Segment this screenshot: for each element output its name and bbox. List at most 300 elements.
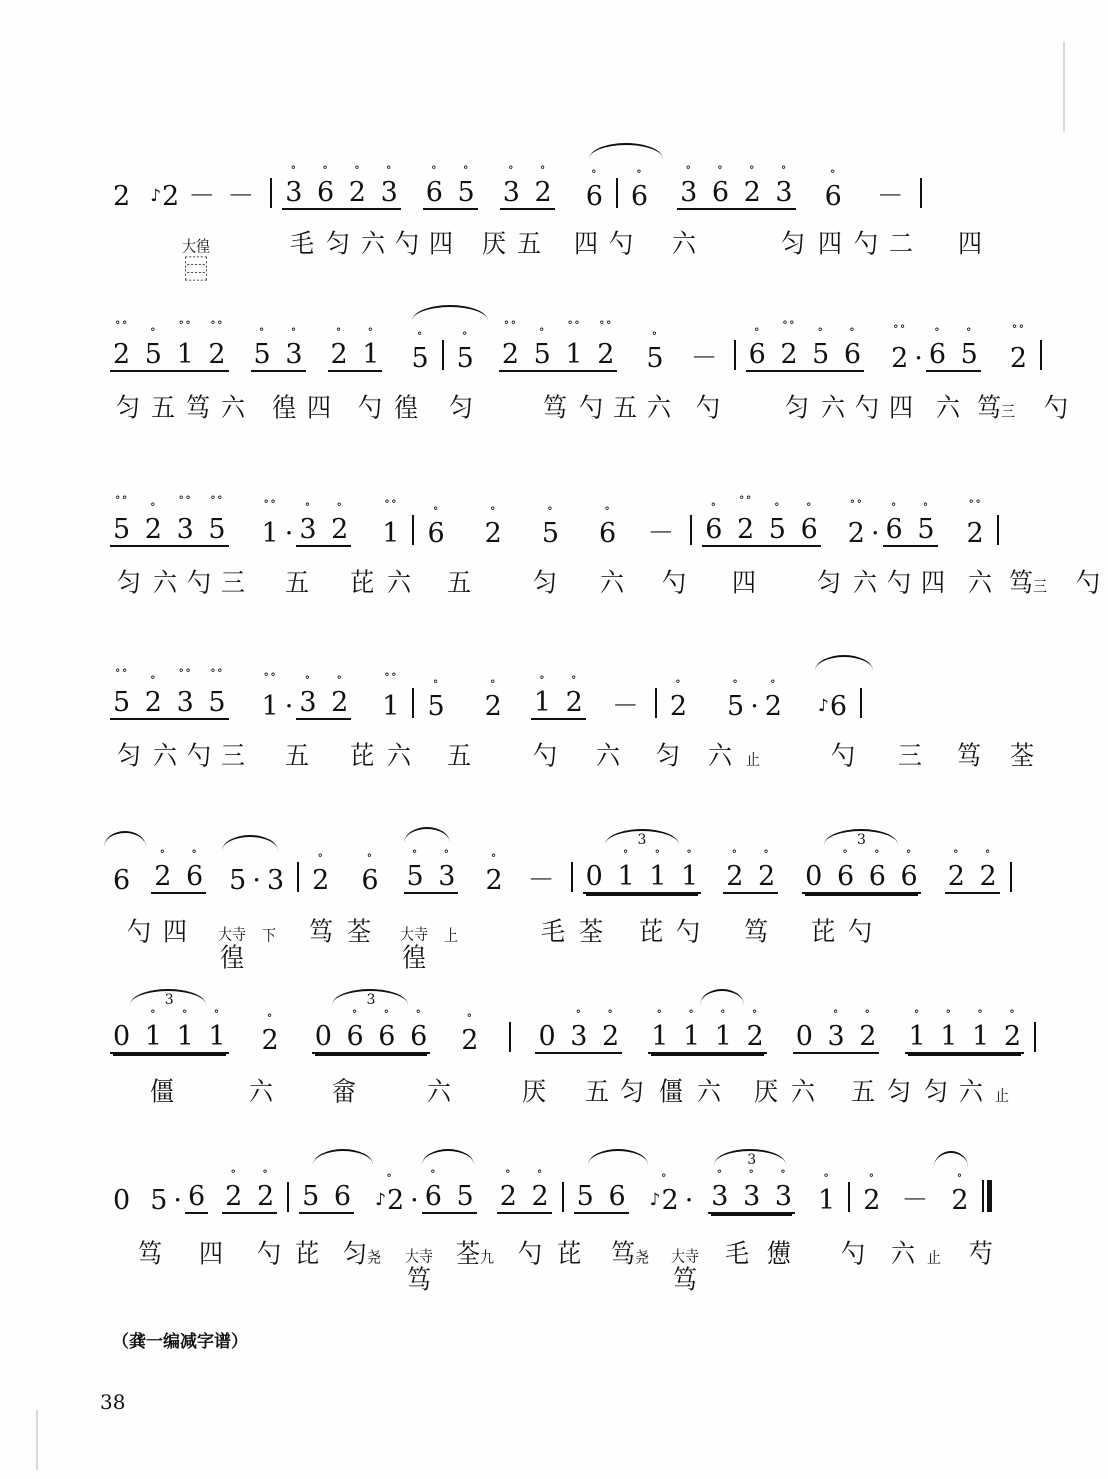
octave-dot: ∘: [538, 322, 546, 336]
note-dash: －: [901, 1185, 929, 1216]
slur: [605, 829, 679, 845]
note: ∘ 5: [643, 345, 666, 372]
octave-dot: ∘: [432, 674, 440, 688]
triplet-number: 3: [637, 832, 647, 848]
system-6: [110, 992, 1046, 1108]
note: ∘ 3: [500, 179, 523, 206]
octave-dot: ∘: [748, 1164, 756, 1178]
tab-glyph: 徨: [394, 392, 418, 424]
note: ∘∘ 2: [205, 341, 228, 368]
note: ∘ 6: [344, 1023, 367, 1050]
tab-glyph: 匀: [449, 392, 473, 424]
tab-glyph: 六: [853, 567, 877, 599]
tab-glyph: 匀: [887, 1076, 911, 1108]
octave-dot: ∘: [430, 160, 438, 174]
note: ∘ 6: [596, 520, 619, 547]
tab-glyph: 四: [574, 228, 598, 260]
note: ∘ 2: [142, 689, 165, 716]
tab-glyph: 畲: [332, 1076, 356, 1108]
note: 0: [314, 1021, 332, 1052]
tab-glyph: 大寺 笃: [405, 1248, 433, 1296]
barline: [412, 515, 414, 545]
tab-glyph: 四: [921, 567, 945, 599]
beam-group: [328, 322, 383, 372]
note: ∘ 2: [328, 516, 351, 543]
note: ∘ 2: [458, 1027, 481, 1054]
tab-glyph: 二: [889, 228, 913, 260]
octave-dot: ∘: [149, 497, 157, 511]
tab-glyph: 下: [262, 927, 276, 945]
beam-group: [648, 1004, 767, 1054]
note: ∘ 2: [860, 1187, 883, 1214]
tab-glyph: 四: [429, 228, 453, 260]
tab-glyph: 三: [221, 740, 245, 772]
note: ∘∘ 5: [110, 516, 133, 543]
note: ∘ 2: [482, 520, 505, 547]
barline: [297, 862, 299, 892]
note: ∘ 3: [378, 179, 401, 206]
beam-group: [299, 1183, 354, 1214]
tab-glyph: 六: [596, 740, 620, 772]
note: ∘ 5: [408, 345, 431, 372]
octave-dot: ∘: [317, 848, 325, 862]
note: ∘ 6: [424, 520, 447, 547]
note-dash: －: [647, 518, 675, 549]
octave-dot: ∘: [817, 322, 825, 336]
note: ∘ 1: [937, 1023, 960, 1050]
tab-glyph: 六: [221, 392, 245, 424]
octave-dot: ∘: [191, 844, 198, 858]
barline: [562, 1182, 564, 1212]
tab-glyph: 勺: [257, 1238, 281, 1270]
octave-dot: ∘: [753, 322, 761, 336]
octave-dot: ∘: [149, 670, 157, 684]
note: 0: [795, 1021, 813, 1052]
tab-glyph: 芘: [811, 916, 835, 948]
octave-dot: ∘: [411, 844, 419, 858]
tab-glyph: 五: [285, 740, 309, 772]
note: ∘ 3: [825, 1023, 848, 1050]
tab-glyph: 大寺 徨: [218, 926, 246, 974]
tab-glyph: 徨: [272, 392, 296, 424]
octave-dots: ∘∘: [263, 667, 277, 681]
note: ∘ 2: [346, 179, 369, 206]
note: ∘ 3: [296, 689, 319, 716]
dotted-rhythm-dot: ·: [284, 518, 294, 549]
slur: [412, 305, 488, 321]
system-6-tablature: [140, 1076, 1046, 1108]
note: ∘ 6: [583, 183, 606, 210]
note: 6: [333, 1181, 352, 1212]
octave-dots: ∘∘: [782, 315, 796, 329]
note: ∘ 5: [404, 863, 427, 890]
tab-glyph: 五: [447, 567, 471, 599]
tab-glyph: 毛: [541, 916, 565, 948]
beam-group: [282, 160, 401, 210]
note-dash: －: [527, 865, 555, 896]
octave-dot: ∘: [984, 844, 992, 858]
beam-group: [535, 1004, 622, 1054]
system-5-tablature: [120, 916, 1022, 974]
tab-glyph: 僵: [659, 1076, 683, 1108]
octave-dot: ∘: [977, 1004, 985, 1018]
system-1: [110, 160, 988, 286]
page-edge-mark-bottom: [36, 1410, 38, 1470]
note: ∘ 2: [142, 516, 165, 543]
tab-glyph: 荃: [1010, 740, 1034, 772]
barline: [571, 862, 573, 892]
note: ∘ 1: [359, 341, 382, 368]
note: ∘∘ 2: [1007, 345, 1030, 372]
note-grace: ♪6: [815, 693, 850, 720]
octave-dots: ∘∘: [738, 490, 753, 504]
note: ∘ 3: [772, 1183, 795, 1210]
note: ∘ 6: [709, 179, 732, 206]
note: ∘ 6: [746, 341, 769, 368]
note: 5: [456, 1181, 474, 1212]
note: ∘ 5: [531, 341, 554, 368]
tab-glyph: 五: [851, 1076, 875, 1108]
triplet-number: 3: [747, 1152, 757, 1168]
note: ∘ 6: [883, 516, 906, 543]
tab-glyph: 厌: [754, 1076, 778, 1108]
tab-glyph: 笃: [543, 392, 567, 424]
note: ∘ 1: [969, 1023, 992, 1050]
note: ∘ 2: [762, 693, 785, 720]
octave-dot: ∘: [290, 322, 298, 336]
barline: [848, 1182, 850, 1212]
note: ∘ 2: [563, 689, 586, 716]
system-6-jianpu: [110, 992, 1046, 1056]
tab-glyph: 六: [249, 1076, 273, 1108]
tab-glyph: 笃: [186, 392, 210, 424]
note: ∘∘ 3: [174, 689, 197, 716]
note: ∘∘ 2: [594, 341, 617, 368]
note: ∘∘ 1: [562, 341, 585, 368]
page-number: 38: [100, 1390, 126, 1414]
system-2: [110, 315, 1074, 424]
note: ∘ 1: [531, 689, 554, 716]
note: ∘ 2: [328, 341, 351, 368]
tab-glyph: 匀: [924, 1076, 948, 1108]
note-grace: ♪2: [150, 181, 180, 212]
slur: [404, 827, 450, 843]
barline: [412, 688, 414, 718]
octave-dot: ∘: [890, 497, 898, 511]
note: ∘∘ 1: [174, 341, 197, 368]
note: ∘ 6: [926, 341, 949, 368]
note: ∘ 1: [678, 863, 701, 890]
note: 0: [538, 1021, 556, 1052]
octave-dots: ∘∘: [383, 667, 398, 681]
octave-dot: ∘: [607, 1004, 615, 1018]
tab-glyph: 勺: [579, 392, 603, 424]
note: ∘ 2: [222, 1183, 245, 1210]
note: ∘∘ 2: [964, 520, 987, 547]
octave-dots: ∘∘: [1011, 319, 1026, 333]
note: ∘ 6: [422, 1183, 445, 1210]
barline: [442, 340, 444, 370]
tab-glyph: 芘: [350, 567, 374, 599]
octave-dot: ∘: [956, 1168, 964, 1182]
slur: [588, 1149, 648, 1165]
note: ∘ 2: [482, 693, 505, 720]
octave-dot: ∘: [651, 326, 659, 340]
tab-glyph: 笃三: [977, 392, 1015, 424]
note: 6: [608, 1181, 626, 1212]
octave-dot: ∘: [336, 670, 344, 684]
note-dash: －: [690, 343, 718, 374]
note: 2: [113, 181, 131, 212]
dotted-rhythm-dot: ·: [173, 1185, 182, 1216]
octave-dot: ∘: [1008, 1004, 1016, 1018]
note: ∘ 1: [648, 1023, 671, 1050]
tab-glyph: 六: [672, 228, 696, 260]
barline: [1034, 1022, 1036, 1052]
tab-glyph: 芘: [557, 1238, 581, 1270]
octave-dot: ∘: [536, 1164, 544, 1178]
note: ∘ 5: [142, 341, 165, 368]
octave-dot: ∘: [290, 160, 298, 174]
beam-group: [499, 315, 618, 372]
tab-glyph: 匀: [785, 392, 809, 424]
note: ∘ 6: [375, 1023, 398, 1050]
tab-glyph: 芘: [295, 1238, 319, 1270]
note: ∘ 5: [724, 693, 747, 720]
octave-dot: ∘: [181, 1004, 189, 1018]
tab-glyph: 笃尧: [611, 1238, 649, 1270]
octave-dot: ∘: [636, 164, 643, 178]
tab-glyph: 荃: [347, 916, 371, 948]
tab-glyph: 六: [361, 228, 385, 260]
tab-glyph: 六: [968, 567, 992, 599]
final-barline: [982, 1180, 992, 1212]
tab-glyph: 止: [927, 1249, 941, 1267]
slur: [589, 143, 663, 159]
tab-glyph: 六: [600, 567, 624, 599]
tab-glyph: 六: [791, 1076, 815, 1108]
note: ∘∘ 2: [734, 516, 757, 543]
note: ∘ 6: [702, 516, 725, 543]
note-dash: －: [227, 181, 255, 212]
slur: [815, 655, 873, 671]
tab-glyph: 五: [517, 228, 541, 260]
tab-glyph: 笃: [744, 916, 768, 948]
triplet-number: 3: [164, 992, 174, 1008]
note: ∘ 6: [798, 516, 821, 543]
octave-dot: ∘: [149, 322, 157, 336]
beam-group-triplet: [583, 832, 702, 894]
slur: [130, 989, 206, 1005]
tab-glyph: 匀: [817, 567, 841, 599]
slur: [934, 1151, 968, 1167]
octave-dot: ∘: [539, 160, 547, 174]
octave-dot: ∘: [913, 1004, 921, 1018]
note: ∘ 2: [599, 1023, 622, 1050]
note: ∘ 6: [834, 863, 857, 890]
tab-glyph: 匀: [781, 228, 805, 260]
beam-group: [222, 1164, 277, 1214]
beam-group: [746, 315, 865, 372]
tab-glyph: 僵: [150, 1076, 174, 1108]
octave-dot: ∘: [538, 670, 546, 684]
octave-dot: ∘: [779, 1164, 787, 1178]
beam-group: [296, 497, 351, 547]
slur: [313, 1149, 373, 1165]
dotted-rhythm-dot: ·: [410, 1185, 419, 1216]
octave-dot: ∘: [654, 844, 662, 858]
octave-dot: ∘: [353, 160, 361, 174]
barline: [690, 515, 692, 545]
note: ∘ 6: [423, 179, 446, 206]
dotted-rhythm-dot: ·: [252, 865, 261, 896]
octave-dots: ∘∘: [849, 494, 864, 508]
note: ∘ 2: [482, 867, 505, 894]
note: ∘ 2: [723, 863, 746, 890]
note: ∘ 6: [822, 183, 845, 210]
barline: [1040, 340, 1042, 370]
octave-dot: ∘: [504, 1164, 512, 1178]
tab-glyph: 勺: [533, 740, 557, 772]
tab-glyph: 芘: [350, 740, 374, 772]
note: ∘∘ 5: [205, 689, 228, 716]
tab-glyph: 勺: [831, 740, 855, 772]
octave-dot: ∘: [769, 674, 777, 688]
note: 0: [113, 1021, 131, 1052]
note: ∘∘ 1: [259, 520, 282, 547]
note: ∘ 2: [856, 1023, 879, 1050]
tab-glyph: 六: [936, 392, 960, 424]
tab-glyph: 笃: [957, 740, 981, 772]
octave-dot: ∘: [688, 1004, 695, 1018]
tab-glyph: 勺: [1044, 392, 1068, 424]
note: ∘ 6: [358, 867, 381, 894]
octave-dot: ∘: [489, 501, 497, 515]
note: ∘ 3: [772, 179, 795, 206]
tab-glyph: 笃: [309, 916, 333, 948]
note: ∘ 5: [809, 341, 832, 368]
barline: [287, 1182, 289, 1212]
tab-glyph: 勺: [855, 392, 879, 424]
note: ∘ 1: [142, 1023, 165, 1050]
octave-dots: ∘∘: [114, 315, 129, 329]
octave-dot: ∘: [322, 160, 330, 174]
note: 6: [187, 1181, 206, 1212]
tab-glyph: 勺: [358, 392, 382, 424]
beam-group-triplet: [110, 992, 229, 1054]
page-edge-mark-top: [1063, 42, 1065, 132]
slur: [104, 831, 146, 847]
slur: [824, 829, 898, 845]
octave-dot: ∘: [159, 844, 167, 858]
octave-dot: ∘: [748, 160, 756, 174]
octave-dot: ∘: [686, 844, 694, 858]
system-2-tablature: [110, 392, 1074, 424]
octave-dot: ∘: [905, 844, 913, 858]
beam-group-triplet: [802, 832, 921, 894]
note: 5: [226, 867, 249, 894]
barline: [997, 515, 999, 545]
octave-dot: ∘: [443, 844, 451, 858]
beam-group: [926, 322, 981, 372]
octave-dots: ∘∘: [383, 494, 398, 508]
octave-dot: ∘: [367, 322, 375, 336]
tab-glyph: 笃三: [1009, 567, 1047, 599]
octave-dot: ∘: [386, 1168, 394, 1182]
tab-glyph: 荃九: [456, 1238, 494, 1270]
tab-glyph: 六: [387, 567, 411, 599]
octave-dots: ∘∘: [210, 315, 224, 329]
octave-dot: ∘: [945, 1004, 953, 1018]
note: ∘ 1: [680, 1023, 703, 1050]
tab-glyph: 匀: [116, 392, 140, 424]
octave-dot: ∘: [763, 844, 770, 858]
octave-dots: ∘∘: [178, 315, 193, 329]
tab-glyph: 六: [647, 392, 671, 424]
tab-glyph: 匀: [326, 228, 350, 260]
system-3-tablature: [110, 567, 1106, 599]
note: ∘ 3: [677, 179, 700, 206]
octave-dot: ∘: [570, 670, 578, 684]
tab-glyph: 毛: [290, 228, 314, 260]
octave-dot: ∘: [952, 844, 960, 858]
beam-group: [883, 497, 938, 547]
note: ∘ 1: [815, 1187, 838, 1214]
note: ∘ 6: [898, 863, 921, 890]
note: ∘ 1: [205, 1023, 228, 1050]
note: ∘ 5: [914, 516, 937, 543]
tab-glyph: 六: [891, 1238, 915, 1270]
note-dash: －: [876, 181, 904, 212]
tab-glyph: 五: [613, 392, 637, 424]
note-grace: ∘ ♪2: [372, 1187, 407, 1214]
note: ∘ 6: [314, 179, 337, 206]
octave-dots: ∘∘: [567, 315, 581, 329]
tab-glyph: 芘: [639, 916, 663, 948]
beam-group: [110, 315, 229, 372]
note: ∘ 1: [905, 1023, 928, 1050]
tab-glyph: 四: [889, 392, 913, 424]
barline: [920, 178, 922, 208]
note: ∘ 5: [424, 693, 447, 720]
tab-glyph: 勺: [187, 567, 211, 599]
beam-group: [404, 844, 459, 894]
tab-glyph: 五: [447, 740, 471, 772]
note: 0: [585, 861, 603, 892]
dotted-rhythm-dot: ·: [870, 518, 880, 549]
note: ∘ 5: [251, 341, 274, 368]
octave-dot: ∘: [731, 844, 739, 858]
editor-credit: （龚一编减字谱）: [112, 1332, 248, 1352]
note: 0: [805, 861, 823, 892]
tab-glyph: 四: [163, 916, 187, 948]
tab-glyph: 五: [151, 392, 175, 424]
tab-glyph: 匀: [620, 1076, 644, 1108]
octave-dot: ∘: [965, 322, 973, 336]
octave-dot: ∘: [262, 1164, 269, 1178]
octave-dot: ∘: [773, 497, 781, 511]
beam-group-triplet: [312, 992, 431, 1054]
beam-group: [945, 844, 1000, 894]
octave-dots: ∘∘: [968, 494, 982, 508]
octave-dot: ∘: [674, 674, 682, 688]
barline: [270, 178, 272, 208]
octave-dot: ∘: [230, 1164, 238, 1178]
system-7: [110, 1152, 1000, 1296]
note: ∘ 3: [296, 516, 319, 543]
beam-group: [110, 490, 229, 547]
octave-dot: ∘: [429, 1164, 437, 1178]
